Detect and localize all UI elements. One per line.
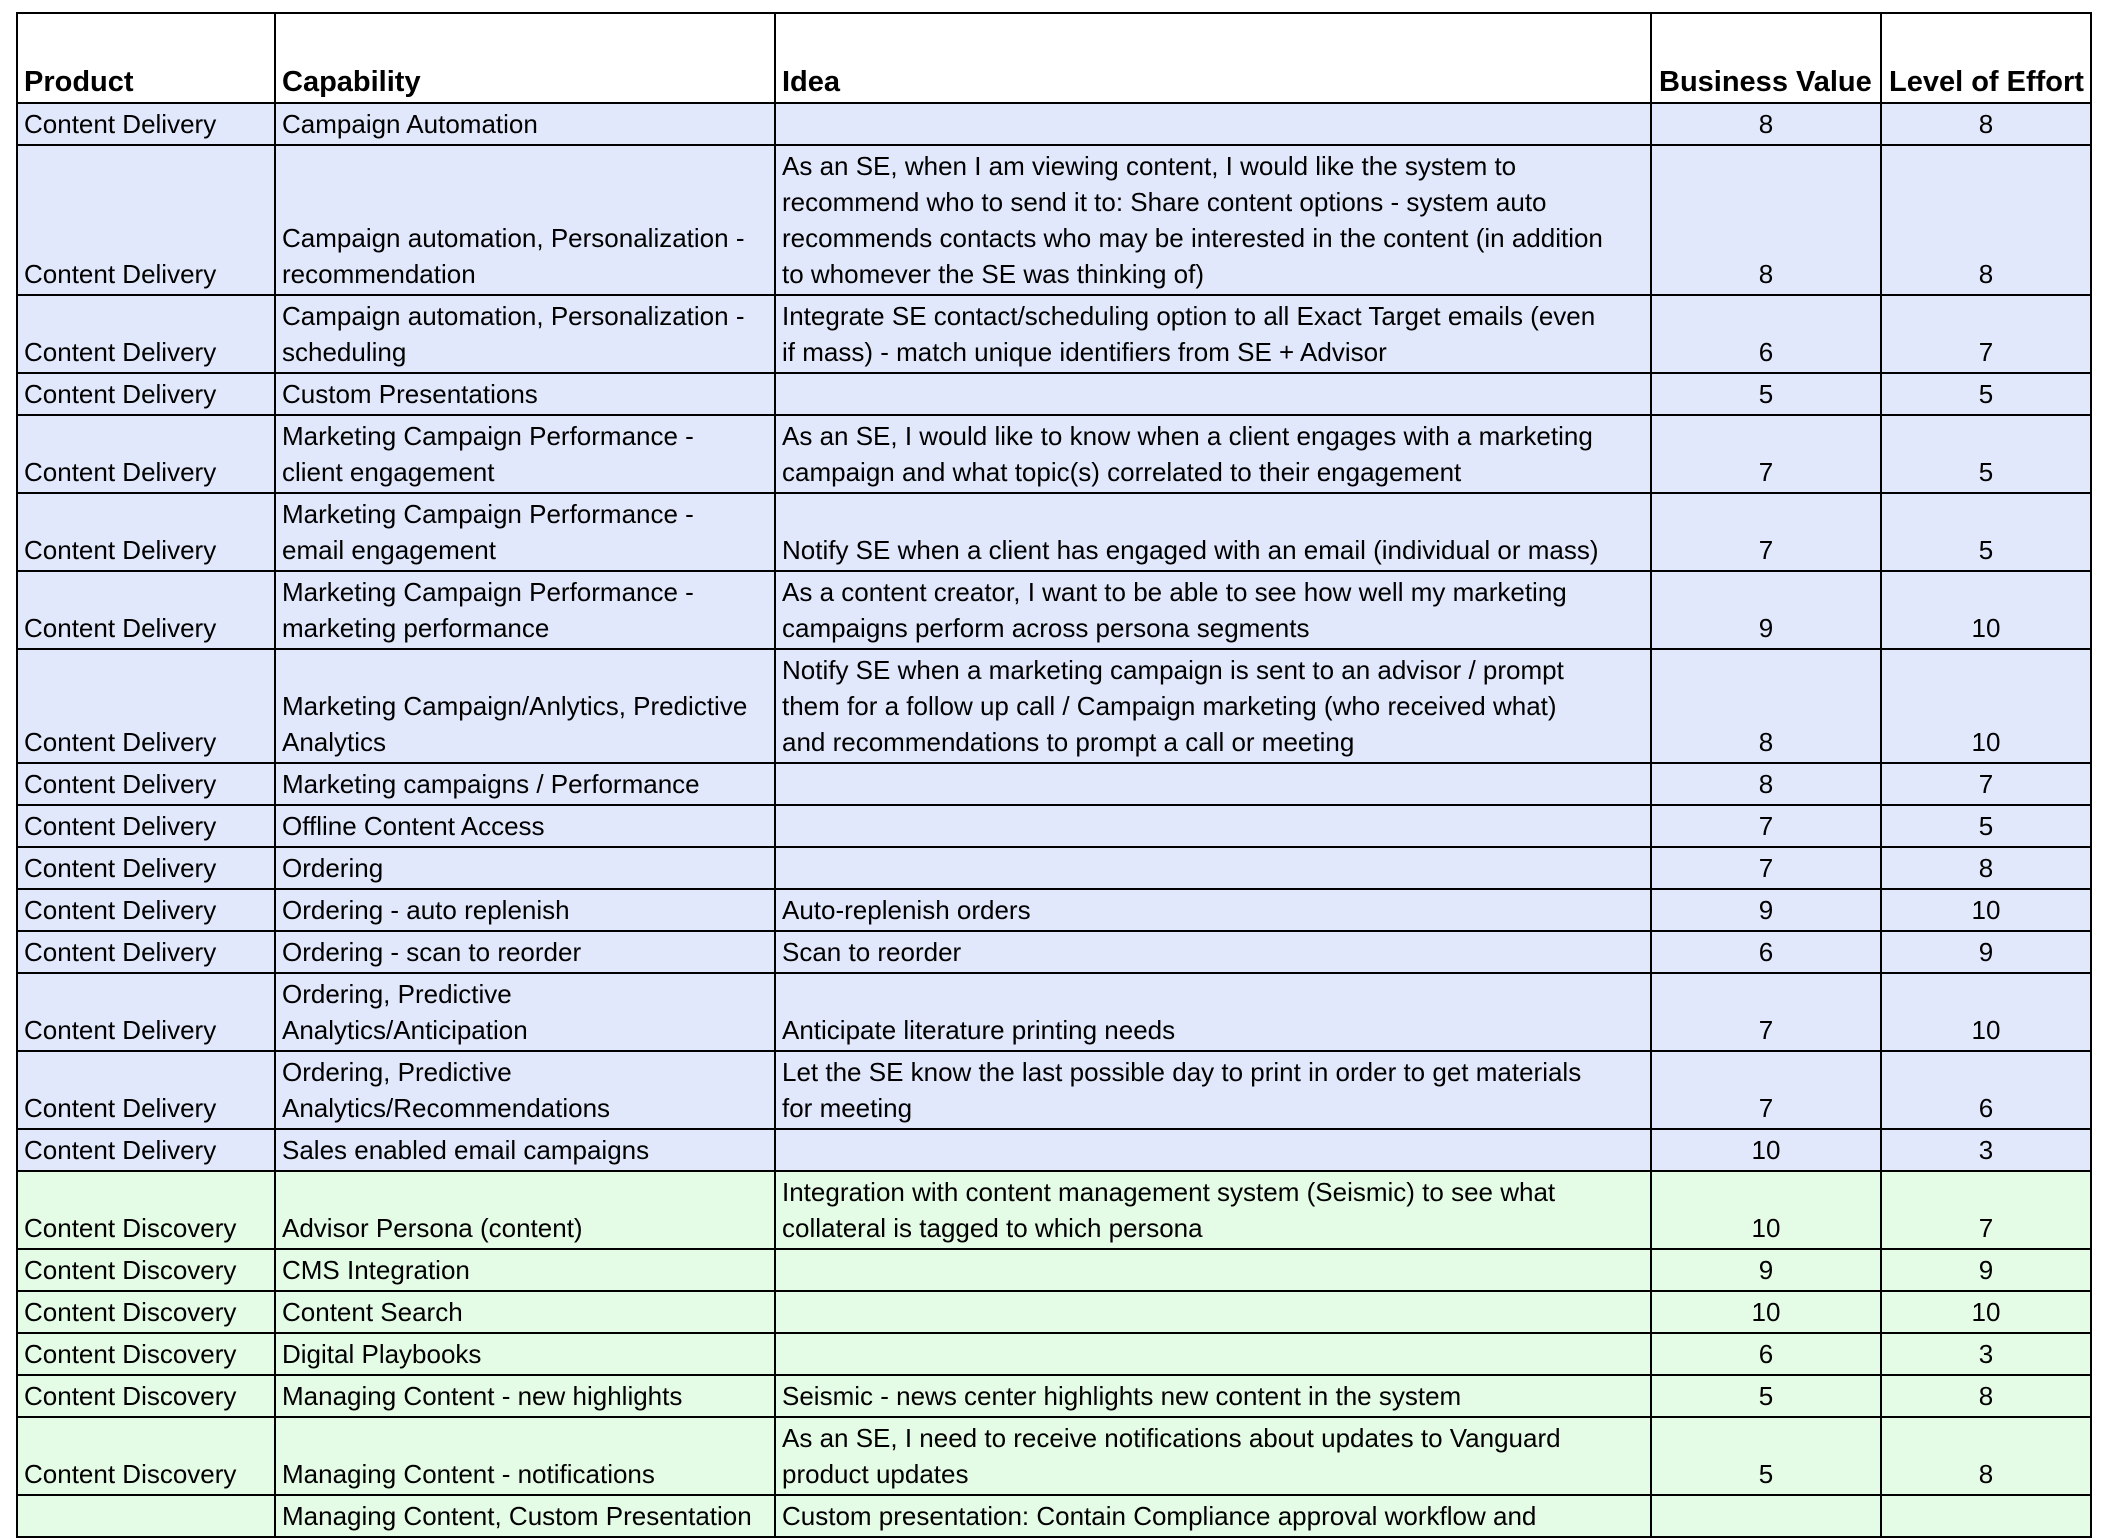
cell-business-value[interactable]: 8 (1651, 649, 1881, 763)
cell-level-of-effort[interactable]: 3 (1881, 1333, 2091, 1375)
cell-idea[interactable]: As an SE, when I am viewing content, I would like the system to recommend who to send it to: Share content options - system auto recommends contacts who may be interested in the content (in addition to whomever the SE was thinking of) (775, 145, 1651, 295)
cell-capability[interactable]: Campaign Automation (275, 103, 775, 145)
table-row (17, 931, 2091, 973)
cell-idea[interactable]: Anticipate literature printing needs (775, 973, 1651, 1051)
cell-level-of-effort[interactable] (1881, 1495, 2091, 1537)
cell-level-of-effort[interactable]: 3 (1881, 1129, 2091, 1171)
table-row (17, 889, 2091, 931)
cell-capability[interactable]: CMS Integration (275, 1249, 775, 1291)
cell-product[interactable]: Content Delivery (17, 931, 275, 973)
cell-idea[interactable]: As an SE, I need to receive notifications about updates to Vanguard product updates (775, 1417, 1651, 1495)
cell-product[interactable]: Content Delivery (17, 763, 275, 805)
cell-level-of-effort[interactable]: 9 (1881, 931, 2091, 973)
cell-product[interactable]: Content Discovery (17, 1417, 275, 1495)
cell-idea[interactable]: As a content creator, I want to be able to see how well my marketing campaigns perform across persona segments (775, 571, 1651, 649)
cell-product[interactable]: Content Discovery (17, 1333, 275, 1375)
table-row (17, 1171, 2091, 1249)
cell-idea[interactable]: Auto-replenish orders (775, 889, 1651, 931)
cell-capability[interactable]: Campaign automation, Personalization - recommendation (275, 145, 775, 295)
table-row (17, 373, 2091, 415)
header-capability[interactable]: Capability (275, 13, 775, 103)
cell-product[interactable]: Content Delivery (17, 415, 275, 493)
table-row (17, 493, 2091, 571)
cell-business-value[interactable]: 8 (1651, 145, 1881, 295)
header-idea[interactable]: Idea (775, 13, 1651, 103)
cell-idea[interactable]: Notify SE when a marketing campaign is sent to an advisor / prompt them for a follow up call / Campaign marketing (who received what) and recommendations to prompt a call or meeting (775, 649, 1651, 763)
table-row (17, 1249, 2091, 1291)
cell-product[interactable]: Content Discovery (17, 1375, 275, 1417)
cell-capability[interactable]: Managing Content - new highlights (275, 1375, 775, 1417)
cell-product[interactable]: Content Discovery (17, 1171, 275, 1249)
cell-idea[interactable] (775, 373, 1651, 415)
table-row (17, 649, 2091, 763)
cell-idea[interactable] (775, 103, 1651, 145)
cell-product[interactable]: Content Delivery (17, 805, 275, 847)
cell-product[interactable]: Content Delivery (17, 373, 275, 415)
cell-business-value[interactable]: 7 (1651, 493, 1881, 571)
cell-level-of-effort[interactable]: 8 (1881, 1375, 2091, 1417)
cell-business-value[interactable]: 10 (1651, 1171, 1881, 1249)
table-row (17, 805, 2091, 847)
cell-idea[interactable]: Notify SE when a client has engaged with an email (individual or mass) (775, 493, 1651, 571)
table-row (17, 1417, 2091, 1495)
table-row (17, 763, 2091, 805)
cell-idea[interactable]: Integration with content management system (Seismic) to see what collateral is tagged to which persona (775, 1171, 1651, 1249)
cell-business-value[interactable]: 5 (1651, 1375, 1881, 1417)
table-row (17, 1333, 2091, 1375)
cell-business-value[interactable]: 6 (1651, 1333, 1881, 1375)
cell-capability[interactable]: Managing Content, Custom Presentation (275, 1495, 775, 1537)
header-level-of-effort[interactable]: Level of Effort (1881, 13, 2091, 103)
cell-level-of-effort[interactable]: 6 (1881, 1051, 2091, 1129)
cell-level-of-effort[interactable]: 5 (1881, 415, 2091, 493)
cell-business-value[interactable]: 7 (1651, 805, 1881, 847)
table-row (17, 1375, 2091, 1417)
cell-business-value[interactable]: 9 (1651, 571, 1881, 649)
table-row (17, 1051, 2091, 1129)
cell-capability[interactable]: Ordering, Predictive Analytics/Anticipation (275, 973, 775, 1051)
cell-product[interactable]: Content Delivery (17, 145, 275, 295)
cell-capability[interactable]: Ordering (275, 847, 775, 889)
table-row (17, 295, 2091, 373)
header-product[interactable]: Product (17, 13, 275, 103)
ideas-table (16, 12, 2092, 1538)
cell-level-of-effort[interactable]: 5 (1881, 373, 2091, 415)
cell-product[interactable]: Content Delivery (17, 889, 275, 931)
table-row (17, 571, 2091, 649)
cell-business-value[interactable]: 6 (1651, 931, 1881, 973)
cell-product[interactable]: Content Delivery (17, 1129, 275, 1171)
cell-capability[interactable]: Custom Presentations (275, 373, 775, 415)
cell-capability[interactable]: Ordering - scan to reorder (275, 931, 775, 973)
cell-product[interactable]: Content Delivery (17, 847, 275, 889)
cell-idea[interactable] (775, 805, 1651, 847)
cell-level-of-effort[interactable]: 8 (1881, 1417, 2091, 1495)
cell-business-value[interactable]: 9 (1651, 1249, 1881, 1291)
cell-idea[interactable]: As an SE, I would like to know when a client engages with a marketing campaign and what topic(s) correlated to their engagement (775, 415, 1651, 493)
cell-capability[interactable]: Marketing Campaign/Anlytics, Predictive Analytics (275, 649, 775, 763)
cell-level-of-effort[interactable]: 5 (1881, 493, 2091, 571)
cell-capability[interactable]: Marketing campaigns / Performance (275, 763, 775, 805)
cell-capability[interactable]: Advisor Persona (content) (275, 1171, 775, 1249)
cell-level-of-effort[interactable]: 8 (1881, 847, 2091, 889)
cell-business-value[interactable]: 10 (1651, 1291, 1881, 1333)
cell-idea[interactable]: Integrate SE contact/scheduling option to all Exact Target emails (even if mass) - match unique identifiers from SE + Advisor (775, 295, 1651, 373)
cell-capability[interactable]: Marketing Campaign Performance - client engagement (275, 415, 775, 493)
cell-business-value[interactable]: 7 (1651, 973, 1881, 1051)
table-row (17, 847, 2091, 889)
cell-idea[interactable] (775, 1291, 1651, 1333)
cell-capability[interactable]: Campaign automation, Personalization - scheduling (275, 295, 775, 373)
cell-idea[interactable] (775, 1129, 1651, 1171)
table-row (17, 1129, 2091, 1171)
cell-capability[interactable]: Sales enabled email campaigns (275, 1129, 775, 1171)
cell-capability[interactable]: Marketing Campaign Performance - marketing performance (275, 571, 775, 649)
cell-business-value[interactable] (1651, 1495, 1881, 1537)
cell-product[interactable]: Content Delivery (17, 493, 275, 571)
cell-product[interactable]: Content Delivery (17, 295, 275, 373)
header-business-value[interactable]: Business Value (1651, 13, 1881, 103)
cell-level-of-effort[interactable]: 5 (1881, 805, 2091, 847)
cell-business-value[interactable]: 5 (1651, 1417, 1881, 1495)
table-row (17, 973, 2091, 1051)
cell-capability[interactable]: Managing Content - notifications (275, 1417, 775, 1495)
table-row (17, 415, 2091, 493)
table-row (17, 1291, 2091, 1333)
cell-business-value[interactable]: 8 (1651, 763, 1881, 805)
cell-business-value[interactable]: 7 (1651, 847, 1881, 889)
spreadsheet (16, 12, 2092, 1538)
table-row (17, 145, 2091, 295)
cell-level-of-effort[interactable]: 8 (1881, 145, 2091, 295)
cell-level-of-effort[interactable]: 7 (1881, 763, 2091, 805)
cell-capability[interactable]: Marketing Campaign Performance - email engagement (275, 493, 775, 571)
cell-capability[interactable]: Ordering - auto replenish (275, 889, 775, 931)
table-row (17, 103, 2091, 145)
cell-capability[interactable]: Content Search (275, 1291, 775, 1333)
cell-capability[interactable]: Digital Playbooks (275, 1333, 775, 1375)
cell-business-value[interactable]: 7 (1651, 1051, 1881, 1129)
cell-level-of-effort[interactable]: 10 (1881, 649, 2091, 763)
cell-idea[interactable]: Scan to reorder (775, 931, 1651, 973)
cell-level-of-effort[interactable]: 9 (1881, 1249, 2091, 1291)
cell-business-value[interactable]: 5 (1651, 373, 1881, 415)
cell-product[interactable]: Content Discovery (17, 1249, 275, 1291)
cell-product[interactable]: Content Discovery (17, 1291, 275, 1333)
cell-idea[interactable] (775, 847, 1651, 889)
cell-business-value[interactable]: 8 (1651, 103, 1881, 145)
cell-idea[interactable] (775, 1333, 1651, 1375)
cell-product[interactable]: Content Delivery (17, 1051, 275, 1129)
cell-product[interactable]: Content Delivery (17, 103, 275, 145)
cell-business-value[interactable]: 9 (1651, 889, 1881, 931)
cell-product[interactable]: Content Delivery (17, 571, 275, 649)
header-row (17, 13, 2091, 103)
cell-idea[interactable] (775, 1249, 1651, 1291)
table-row (17, 1495, 2091, 1537)
cell-idea[interactable]: Seismic - news center highlights new content in the system (775, 1375, 1651, 1417)
cell-business-value[interactable]: 10 (1651, 1129, 1881, 1171)
cell-business-value[interactable]: 6 (1651, 295, 1881, 373)
cell-idea[interactable] (775, 763, 1651, 805)
cell-idea[interactable]: Custom presentation: Contain Compliance approval workflow and (775, 1495, 1651, 1537)
cell-level-of-effort[interactable]: 10 (1881, 571, 2091, 649)
cell-business-value[interactable]: 7 (1651, 415, 1881, 493)
cell-level-of-effort[interactable]: 8 (1881, 103, 2091, 145)
cell-level-of-effort[interactable]: 10 (1881, 889, 2091, 931)
cell-capability[interactable]: Ordering, Predictive Analytics/Recommendations (275, 1051, 775, 1129)
cell-capability[interactable]: Offline Content Access (275, 805, 775, 847)
cell-product[interactable] (17, 1495, 275, 1537)
cell-product[interactable]: Content Delivery (17, 973, 275, 1051)
cell-level-of-effort[interactable]: 10 (1881, 973, 2091, 1051)
cell-level-of-effort[interactable]: 10 (1881, 1291, 2091, 1333)
cell-product[interactable]: Content Delivery (17, 649, 275, 763)
cell-idea[interactable]: Let the SE know the last possible day to print in order to get materials for meeting (775, 1051, 1651, 1129)
cell-level-of-effort[interactable]: 7 (1881, 295, 2091, 373)
cell-level-of-effort[interactable]: 7 (1881, 1171, 2091, 1249)
